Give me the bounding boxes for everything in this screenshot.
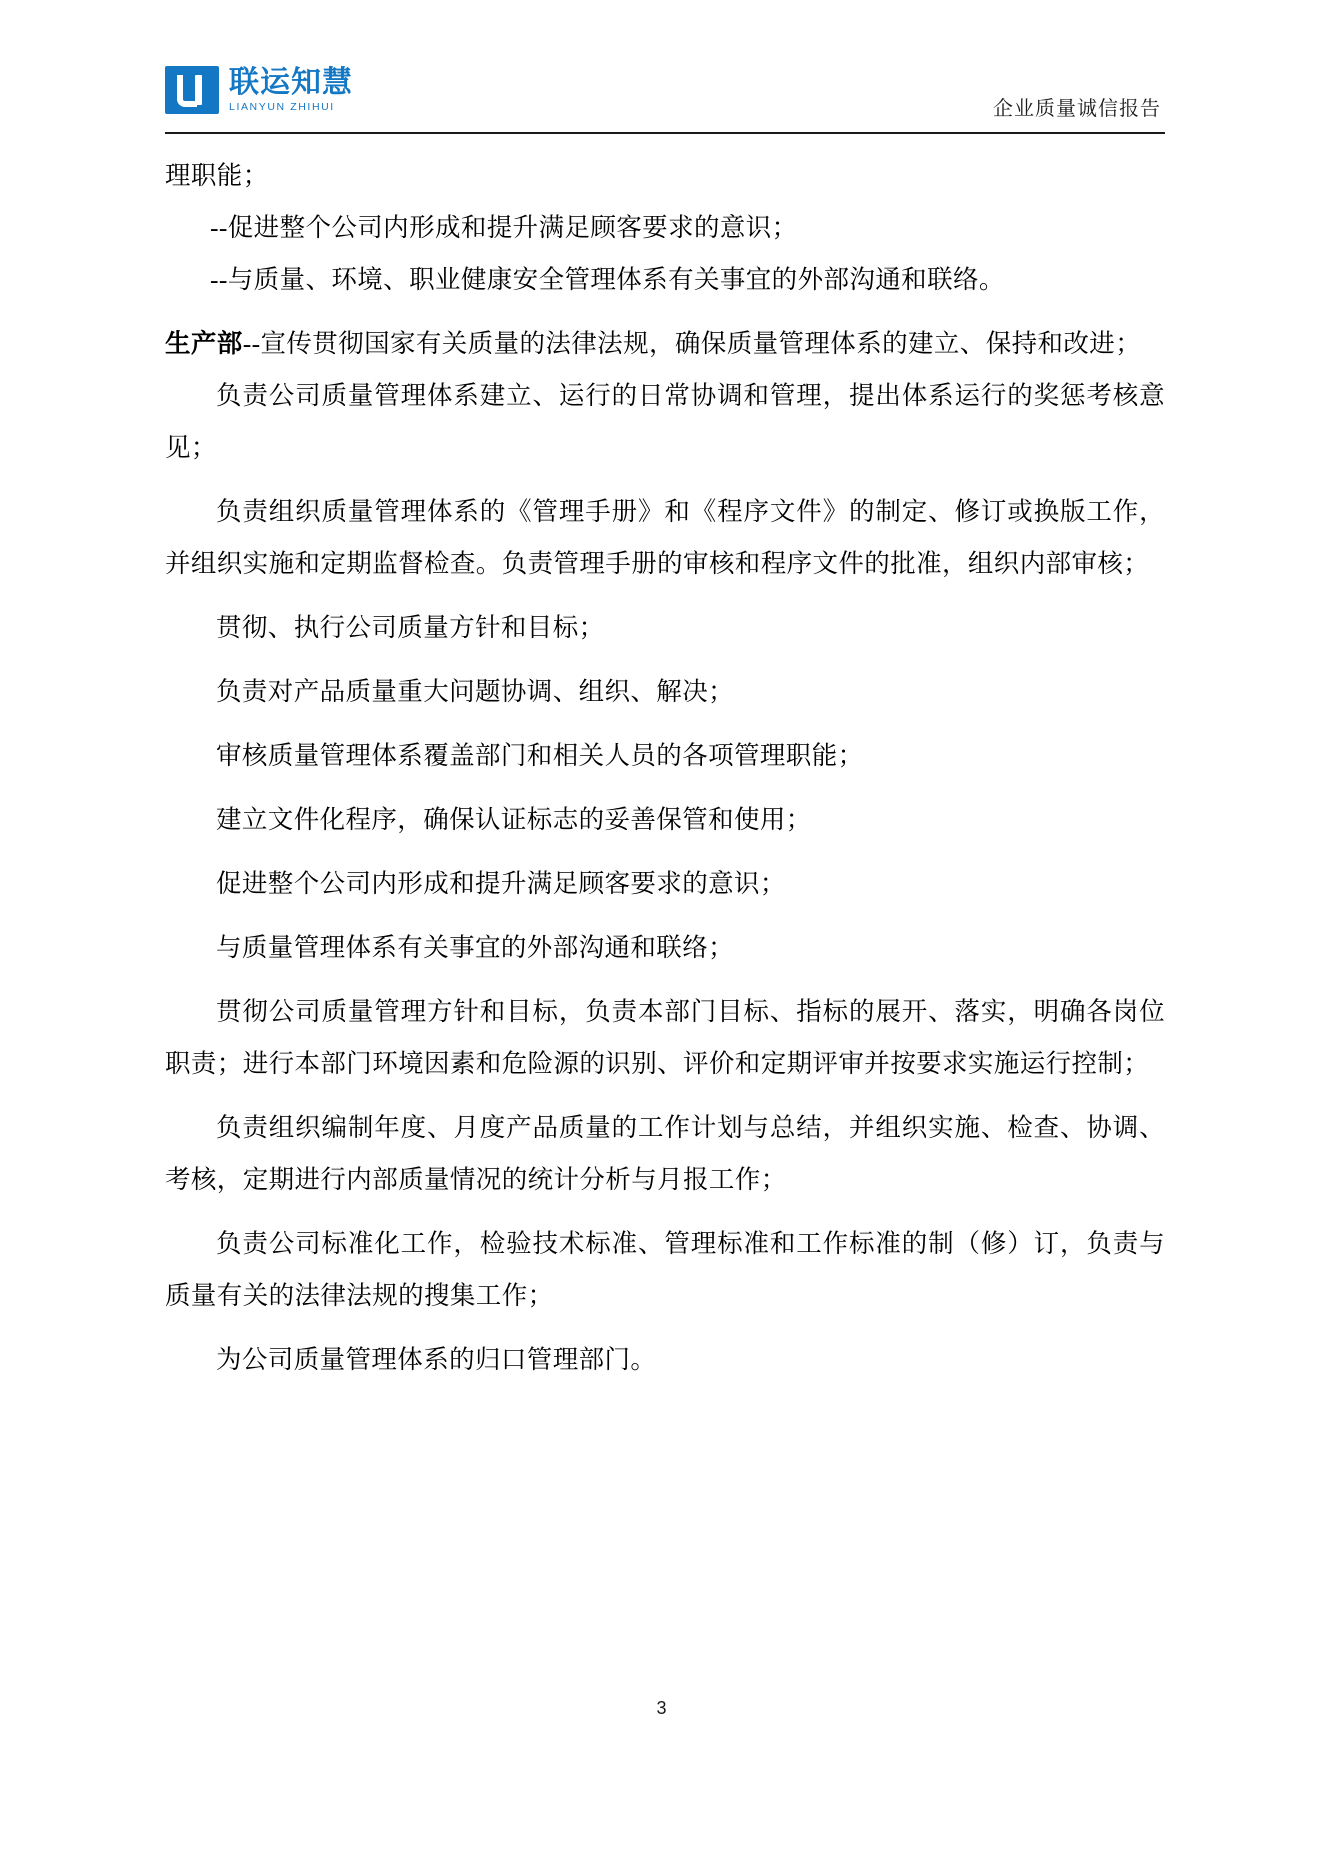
paragraph: 与质量管理体系有关事宜的外部沟通和联络； bbox=[216, 933, 735, 962]
page-header bbox=[165, 62, 1165, 134]
logo-text-block bbox=[229, 65, 353, 113]
paragraph: 负责公司质量管理体系建立、运行的日常协调和管理，提出体系运行的奖惩考核意见； bbox=[165, 381, 1165, 462]
paragraph-production-department bbox=[165, 318, 1165, 370]
paragraph: 负责组织编制年度、月度产品质量的工作计划与总结，并组织实施、检查、协调、考核，定期进行内部质量情况的统计分析与月报工作； bbox=[165, 1113, 1165, 1194]
paragraph: 负责公司标准化工作，检验技术标准、管理标准和工作标准的制（修）订，负责与质量有关的法律法规的搜集工作； bbox=[165, 1229, 1165, 1310]
paragraph: 为公司质量管理体系的归口管理部门。 bbox=[216, 1345, 657, 1374]
page-number: 3 bbox=[656, 1698, 667, 1718]
paragraph: 负责组织质量管理体系的《管理手册》和《程序文件》的制定、修订或换版工作，并组织实施和定期监督检查。负责管理手册的审核和程序文件的批准，组织内部审核； bbox=[165, 497, 1165, 578]
paragraph: --促进整个公司内形成和提升满足顾客要求的意识； bbox=[210, 213, 798, 242]
paragraph: 贯彻、执行公司质量方针和目标； bbox=[216, 613, 605, 642]
paragraph: 促进整个公司内形成和提升满足顾客要求的意识； bbox=[216, 869, 786, 898]
paragraph: 理职能； bbox=[165, 161, 269, 190]
logo-pinyin-name: LIANYUN ZHIHUI bbox=[229, 100, 335, 113]
paragraph: 审核质量管理体系覆盖部门和相关人员的各项管理职能； bbox=[216, 741, 864, 770]
document-body bbox=[165, 150, 1165, 1386]
paragraph: 建立文件化程序，确保认证标志的妥善保管和使用； bbox=[216, 805, 812, 834]
logo-chinese-name: 联运知慧 bbox=[229, 65, 353, 99]
document-title: 企业质量诚信报告 bbox=[993, 98, 1161, 120]
paragraph: --与质量、环境、职业健康安全管理体系有关事宜的外部沟通和联络。 bbox=[210, 265, 1005, 294]
paragraph: 负责对产品质量重大问题协调、组织、解决； bbox=[216, 677, 735, 706]
lianyun-zhihui-logo-icon bbox=[165, 66, 219, 114]
company-logo bbox=[165, 66, 353, 114]
paragraph-text: --宣传贯彻国家有关质量的法律法规，确保质量管理体系的建立、保持和改进； bbox=[242, 329, 1142, 358]
paragraph: 贯彻公司质量管理方针和目标，负责本部门目标、指标的展开、落实，明确各岗位职责；进行本部门环境因素和危险源的识别、评价和定期评审并按要求实施运行控制； bbox=[165, 997, 1165, 1078]
production-department-label: 生产部 bbox=[165, 329, 243, 358]
